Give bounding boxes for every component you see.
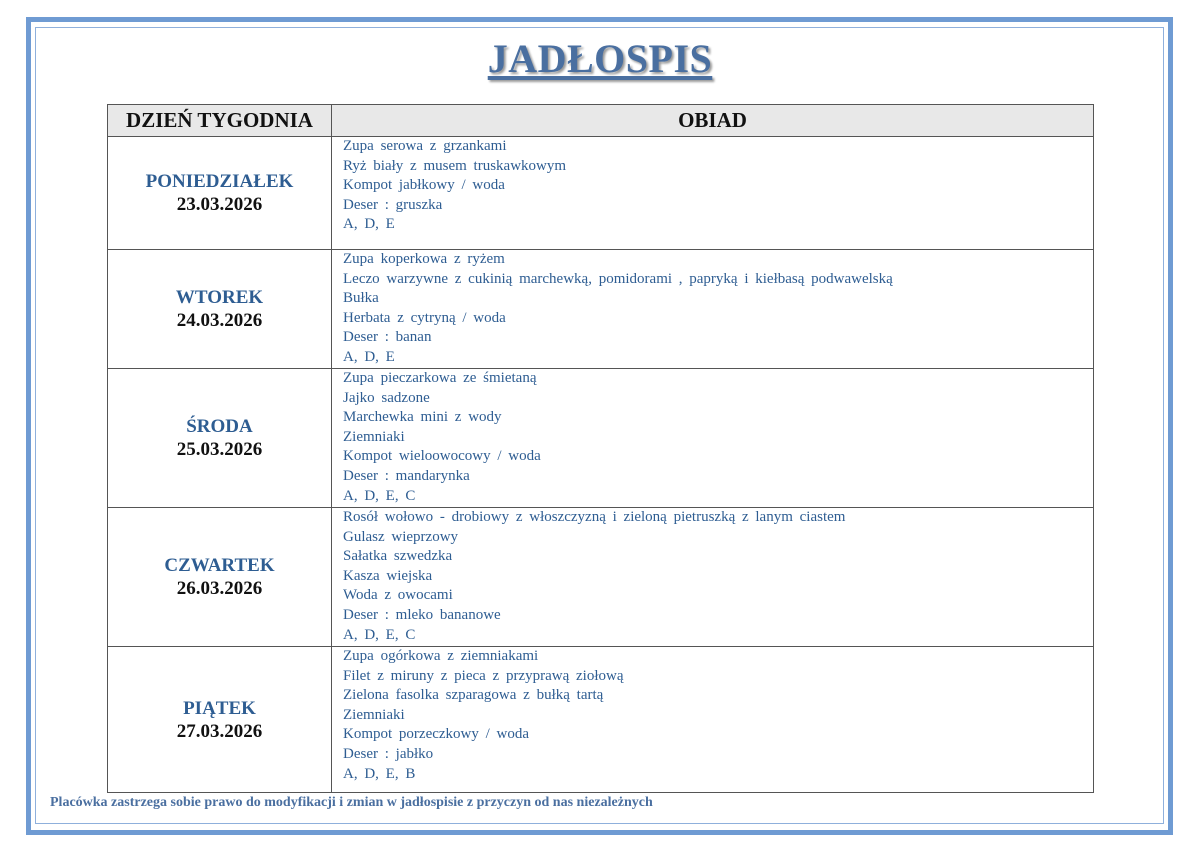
day-date: 26.03.2026 <box>176 578 263 599</box>
header-day: DZIEŃ TYGODNIA <box>108 105 332 137</box>
meal-item: Zielona fasolka szparagowa z bułką tartą <box>343 687 604 704</box>
meal-item: Marchewka mini z wody <box>343 409 502 426</box>
menu-row-thursday <box>108 508 1094 647</box>
day-cell <box>108 369 332 508</box>
menu-row-monday <box>108 137 1094 250</box>
meal-item: Kasza wiejska <box>343 567 433 584</box>
allergens: A, D, E, C <box>343 626 416 643</box>
day-name: WTOREK <box>175 287 264 308</box>
meal-item: Jajko sadzone <box>343 389 430 406</box>
header-row <box>108 105 1094 137</box>
meal-item: Deser : mandarynka <box>343 467 470 484</box>
meal-cell <box>332 137 1094 250</box>
day-name: CZWARTEK <box>164 555 275 576</box>
meal-item: Bułka <box>343 290 379 307</box>
day-name: ŚRODA <box>186 416 253 437</box>
page-title: JADŁOSPIS <box>487 36 713 81</box>
menu-table <box>107 104 1094 793</box>
menu-row-friday <box>108 647 1094 793</box>
day-cell <box>108 647 332 793</box>
meal-item: Filet z miruny z pieca z przyprawą ziołową <box>343 667 624 684</box>
meal-item: Deser : mleko bananowe <box>343 606 501 623</box>
meal-item: Deser : banan <box>343 329 432 346</box>
day-date: 23.03.2026 <box>176 194 263 215</box>
meal-item: Kompot wieloowocowy / woda <box>343 448 541 465</box>
meal-cell <box>332 647 1094 793</box>
meal-item: Zupa pieczarkowa ze śmietaną <box>343 370 537 386</box>
meal-item: Zupa koperkowa z ryżem <box>343 251 505 267</box>
meal-item: Herbata z cytryną / woda <box>343 309 506 326</box>
meal-item: Zupa serowa z grzankami <box>343 138 507 154</box>
day-name: PONIEDZIAŁEK <box>145 171 294 192</box>
meal-item: Gulasz wieprzowy <box>343 528 459 545</box>
day-date: 24.03.2026 <box>176 310 263 331</box>
meal-item: Ziemniaki <box>343 706 405 723</box>
day-cell <box>108 137 332 250</box>
day-cell <box>108 508 332 647</box>
meal-item: Kompot porzeczkowy / woda <box>343 726 530 743</box>
meal-cell <box>332 250 1094 369</box>
menu-row-tuesday <box>108 250 1094 369</box>
allergens: A, D, E, B <box>343 765 416 782</box>
meal-cell <box>332 508 1094 647</box>
allergens: A, D, E <box>343 348 395 365</box>
footer-disclaimer: Placówka zastrzega sobie prawo do modyfikacji i zmian w jadłospisie z przyczyn od nas niezależnych <box>50 795 653 810</box>
meal-item: Zupa ogórkowa z ziemniakami <box>343 648 539 664</box>
meal-item: Woda z owocami <box>343 587 453 604</box>
meal-item: Ziemniaki <box>343 428 405 445</box>
menu-row-wednesday <box>108 369 1094 508</box>
meal-item: Sałatka szwedzka <box>343 548 453 565</box>
day-name: PIĄTEK <box>183 697 256 719</box>
meal-item: Ryż biały z musem truskawkowym <box>343 157 567 174</box>
meal-item: Leczo warzywne z cukinią marchewką, pomidorami , papryką i kiełbasą podwawelską <box>343 270 893 287</box>
meal-item: Deser : gruszka <box>343 196 443 213</box>
meal-item: Deser : jabłko <box>343 745 434 762</box>
meal-cell <box>332 369 1094 508</box>
day-cell <box>108 250 332 369</box>
meal-item: Rosół wołowo - drobiowy z włoszczyzną i zieloną pietruszką z lanym ciastem <box>343 509 846 525</box>
allergens: A, D, E <box>343 216 395 233</box>
allergens: A, D, E, C <box>343 487 416 504</box>
day-date: 25.03.2026 <box>176 439 263 460</box>
meal-item: Kompot jabłkowy / woda <box>343 177 505 194</box>
header-meal: OBIAD <box>332 105 1094 137</box>
day-date: 27.03.2026 <box>176 720 263 742</box>
